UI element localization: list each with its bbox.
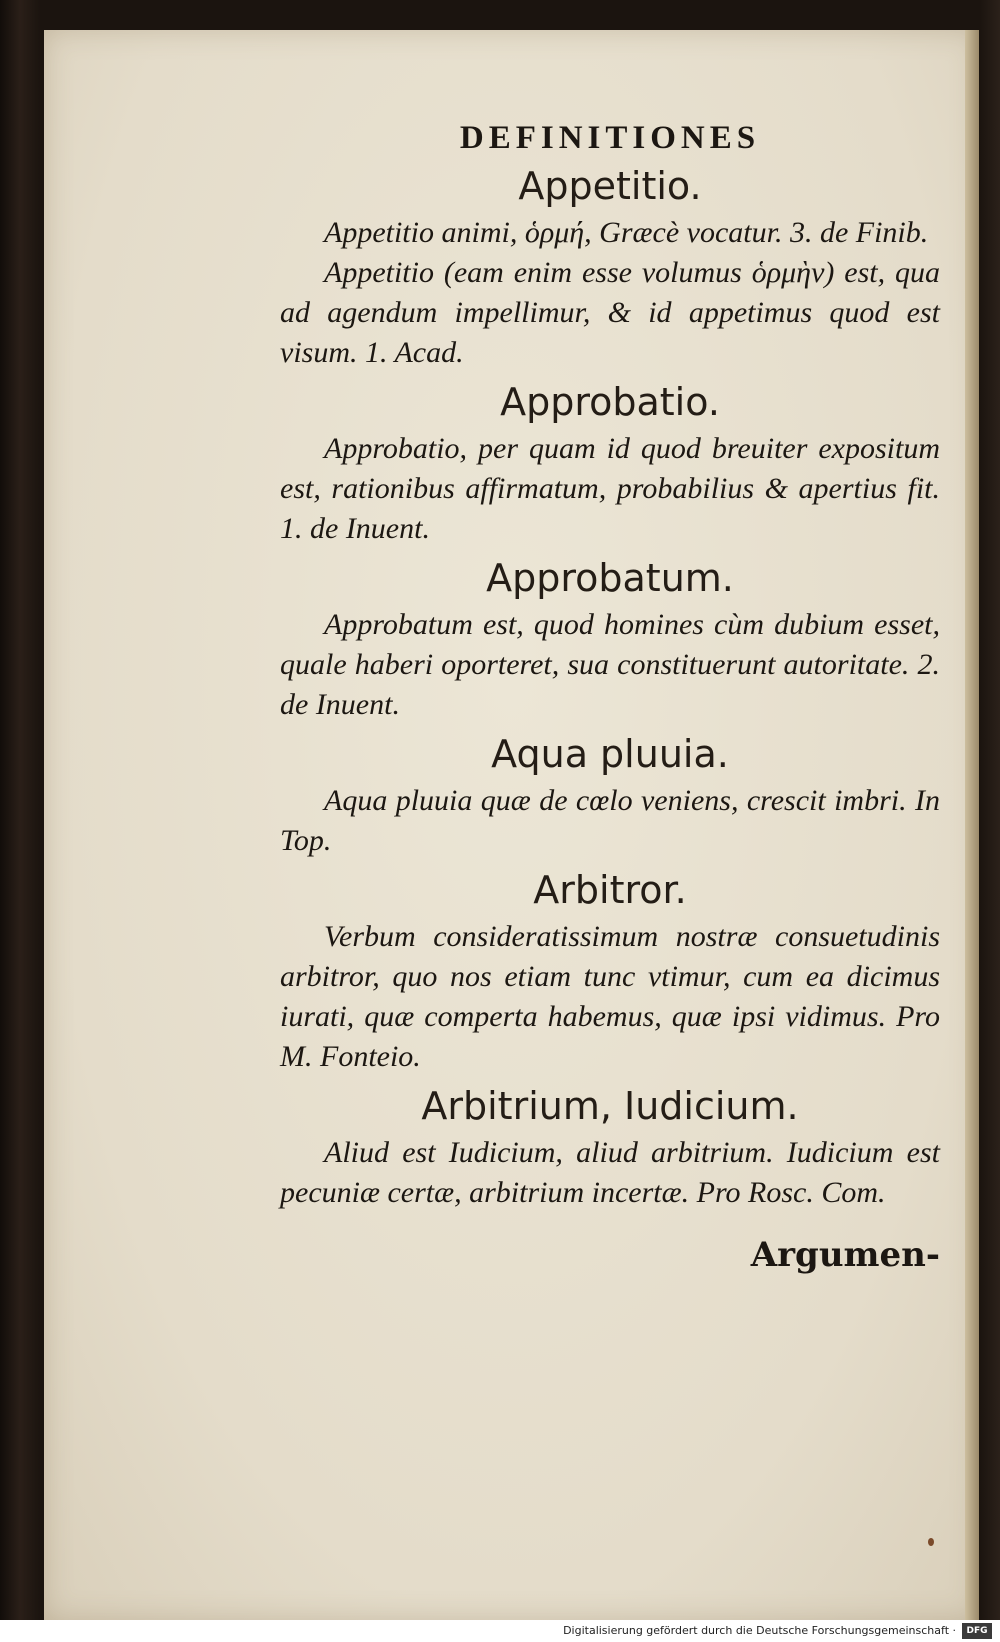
entry-paragraph: Verbum consideratissimum nostræ consuetudinis arbitror, quo nos etiam tunc vtimur, cum ea dicimus iurati, quæ comperta habemus, quæ ipsi vidimus. Pro M. Fonteio. — [280, 920, 940, 1073]
entry-arbitror — [280, 867, 940, 1077]
entry-paragraph: Approbatio, per quam id quod breuiter expositum est, rationibus affirmatum, probabilius & apertius fit. 1. de Inuent. — [280, 432, 940, 545]
entry-paragraph: Appetitio (eam enim esse volumus ὁρμὴν) est, qua ad agendum impellimur, & id appetimus quod est visum. 1. Acad. — [280, 256, 940, 369]
entry-approbatio — [280, 379, 940, 549]
entry-paragraph: Appetitio animi, ὁρμή, Græcè vocatur. 3. de Finib. — [324, 216, 929, 249]
entry-aqua-pluuia — [280, 731, 940, 861]
entry-paragraph: Aqua pluuia quæ de cœlo veniens, crescit imbri. In Top. — [280, 784, 940, 857]
catchword: Argumen- — [750, 1235, 940, 1275]
entry-title: Arbitrium, Iudicium. — [421, 1084, 799, 1128]
entry-arbitrium-iudicium — [280, 1083, 940, 1213]
entry-appetitio — [280, 163, 940, 373]
entry-paragraph: Aliud est Iudicium, aliud arbitrium. Iudicium est pecuniæ certæ, arbitrium incertæ. Pro Rosc. Com. — [280, 1136, 940, 1209]
entry-title: Arbitror. — [533, 868, 687, 912]
entry-paragraph: Approbatum est, quod homines cùm dubium esset, quale haberi oporteret, sua constituerunt autoritate. 2. de Inuent. — [280, 608, 940, 721]
entry-title: Approbatio. — [500, 380, 720, 424]
ink-spot — [928, 1538, 934, 1546]
running-head: DEFINITIONES — [459, 120, 761, 156]
entry-title: Appetitio. — [518, 164, 702, 208]
entry-approbatum — [280, 555, 940, 725]
book-page — [44, 30, 979, 1620]
entry-title: Approbatum. — [486, 556, 734, 600]
digitization-credit: Digitalisierung gefördert durch die Deutsche Forschungsgemeinschaft · — [0, 1620, 1000, 1642]
entry-title: Aqua pluuia. — [491, 732, 729, 776]
dfg-logo: DFG — [962, 1623, 992, 1639]
text-block — [280, 120, 940, 1275]
page-edge — [965, 30, 979, 1620]
